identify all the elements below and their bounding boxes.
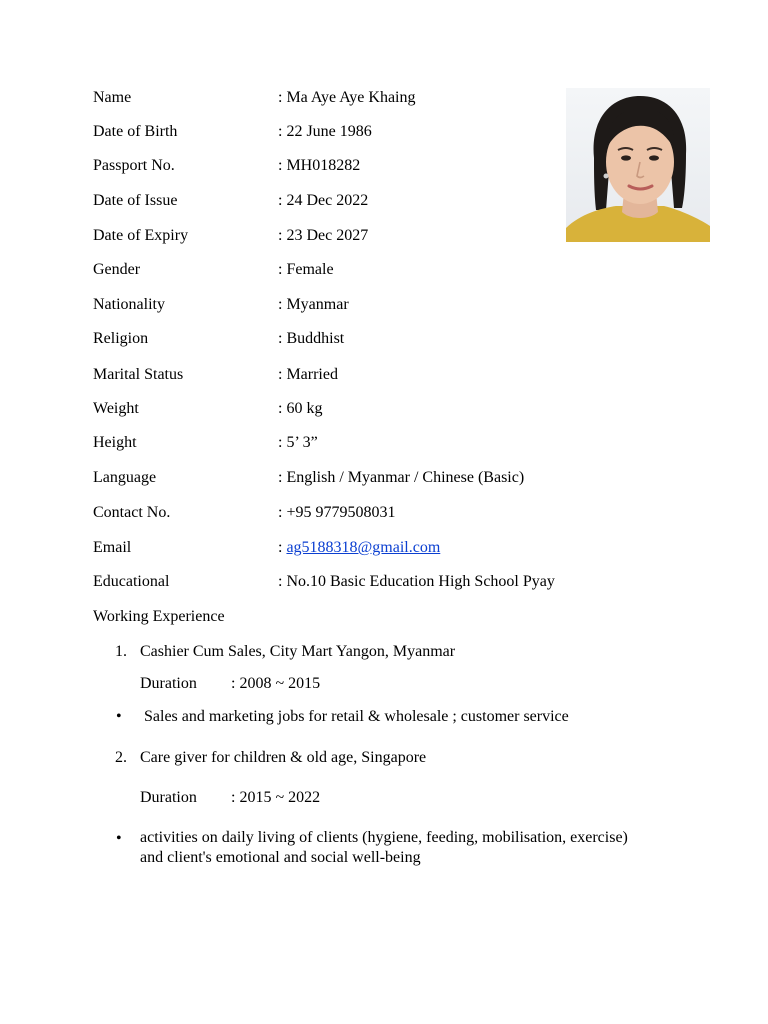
detail-label: Gender [93,261,141,278]
detail-value: : 60 kg [278,400,323,417]
detail-value: : 23 Dec 2027 [278,227,369,244]
job-description: Sales and marketing jobs for retail & wholesale ; customer service [144,708,569,725]
bullet-icon: • [116,830,122,847]
detail-label: Educational [93,573,170,590]
detail-value: : 22 June 1986 [278,123,372,140]
detail-label: Email [93,539,132,556]
job-title: Care giver for children & old age, Singapore [140,749,427,766]
detail-value: : Female [278,261,334,278]
detail-value: : MH018282 [278,157,361,174]
detail-value: : Ma Aye Aye Khaing [278,89,416,106]
detail-label: Religion [93,330,149,347]
detail-label: Height [93,434,137,451]
detail-value [278,537,440,559]
detail-value: : English / Myanmar / Chinese (Basic) [278,469,525,486]
detail-label: Date of Expiry [93,227,189,244]
detail-label: Name [93,89,132,106]
list-number: 2. [115,749,127,766]
detail-label: Nationality [93,296,165,313]
job-description: activities on daily living of clients (hygiene, feeding, mobilisation, exercise) and client's emotional and social well-being [140,829,628,866]
bullet-icon: • [116,708,122,725]
duration-label: Duration [140,675,197,692]
email-link[interactable]: ag5188318@gmail.com [286,539,441,556]
portrait-image [566,88,710,242]
detail-value: : +95 9779508031 [278,504,396,521]
duration-value: : 2008 ~ 2015 [231,675,321,692]
detail-label: Date of Birth [93,123,178,140]
detail-label: Language [93,469,157,486]
detail-label: Weight [93,400,139,417]
detail-label: Contact No. [93,504,171,521]
detail-value: : 24 Dec 2022 [278,192,369,209]
detail-value: : 5’ 3” [278,434,318,451]
detail-value: : Married [278,366,338,383]
detail-label: Marital Status [93,366,184,383]
detail-value: : Myanmar [278,296,349,313]
duration-value: : 2015 ~ 2022 [231,789,321,806]
job-title: Cashier Cum Sales, City Mart Yangon, Myanmar [140,643,456,660]
list-number: 1. [115,643,127,660]
email-prefix: : [278,539,287,556]
detail-label: Date of Issue [93,192,178,209]
duration-label: Duration [140,789,197,806]
profile-photo [566,88,710,242]
detail-value: : No.10 Basic Education High School Pyay [278,573,555,590]
experience-heading: Working Experience [93,608,225,625]
detail-value: : Buddhist [278,330,345,347]
detail-label: Passport No. [93,157,175,174]
